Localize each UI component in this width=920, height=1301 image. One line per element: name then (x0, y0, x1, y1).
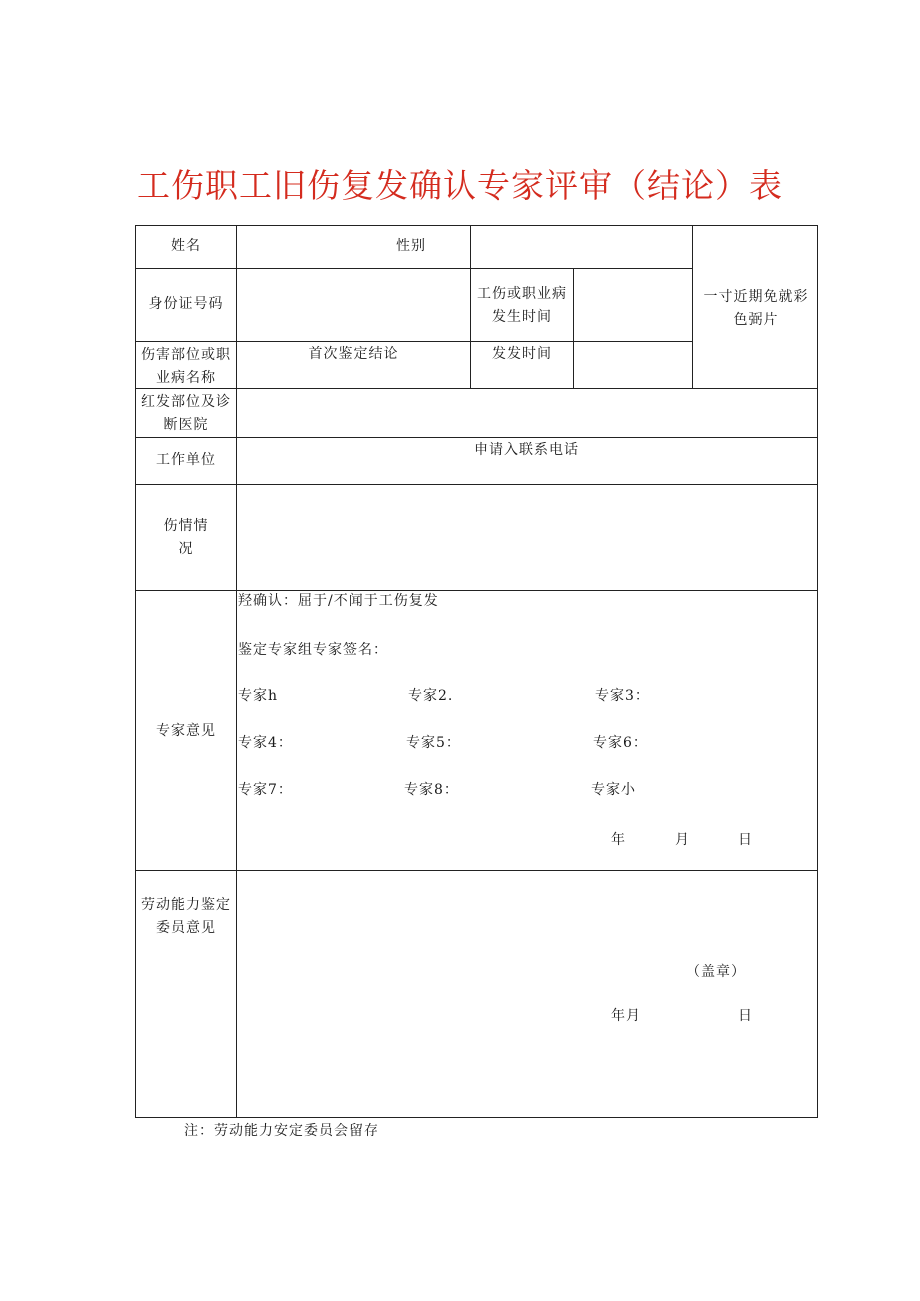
expert-7-signature: 专家7： (238, 782, 293, 798)
injury-time-label: 工伤或职业病发生时间 (477, 286, 567, 325)
expert-8-signature: 专家8： (404, 782, 459, 798)
gender-field[interactable] (471, 226, 692, 268)
expert-1-signature: 专家h (238, 688, 279, 704)
expert-2-signature: 专家2. (408, 688, 454, 704)
work-unit-label: 工作单位 (156, 452, 216, 468)
committee-opinion-label: 劳动能力鉴定委员意见 (141, 897, 231, 936)
committee-date-day: 日 (738, 1008, 753, 1024)
committee-opinion-field[interactable] (237, 871, 817, 961)
expert-9-signature: 专家小 (591, 782, 636, 798)
name-label: 姓名 (171, 238, 201, 254)
gender-label: 性别 (396, 238, 426, 254)
name-field[interactable] (237, 226, 387, 268)
date-year: 年 (611, 832, 626, 848)
form-border-left (135, 225, 136, 1118)
column-divider (692, 225, 693, 388)
expert-confirm-text: 羟确认：屈于/不闻于工伤复发 (238, 593, 439, 609)
recur-part-field[interactable] (237, 389, 817, 437)
phone-label: 申请入联系电话 (474, 442, 579, 458)
footnote: 注：劳动能力安定委员会留存 (184, 1123, 379, 1139)
seal-text: （盖章） (686, 964, 746, 980)
page-title: 工伤职工旧伤复发确认专家评审（结论）表 (137, 166, 783, 205)
expert-4-signature: 专家4： (238, 735, 293, 751)
injury-part-label: 伤害部位或职业病名称 (141, 347, 231, 386)
date-month: 月 (675, 832, 690, 848)
row-divider (135, 437, 817, 438)
id-number-label: 身份证号码 (148, 296, 224, 312)
first-conclusion-label: 首次鉴定结论 (308, 346, 399, 362)
photo-placeholder: 一寸近期免就彩色弼片 (703, 289, 809, 328)
expert-opinion-label: 专家意见 (156, 723, 216, 739)
expert-sign-label: 鉴定专家组专家签名： (238, 642, 388, 658)
form-border-right (817, 225, 818, 1118)
recur-part-label: 红发部位及诊断医院 (141, 394, 231, 433)
expert-3-signature: 专家3： (595, 688, 650, 704)
injury-status-label: 伤情情况 (163, 518, 209, 557)
injury-status-field[interactable] (237, 485, 817, 590)
form-border-bottom (135, 1117, 817, 1118)
committee-date-year-month: 年月 (611, 1008, 641, 1024)
recur-time-label: 发发时间 (492, 346, 552, 362)
id-number-field[interactable] (237, 269, 470, 341)
recur-time-field[interactable] (574, 342, 692, 388)
expert-5-signature: 专家5： (406, 735, 461, 751)
expert-6-signature: 专家6： (593, 735, 648, 751)
injury-time-field[interactable] (574, 269, 692, 341)
date-day: 日 (738, 832, 753, 848)
